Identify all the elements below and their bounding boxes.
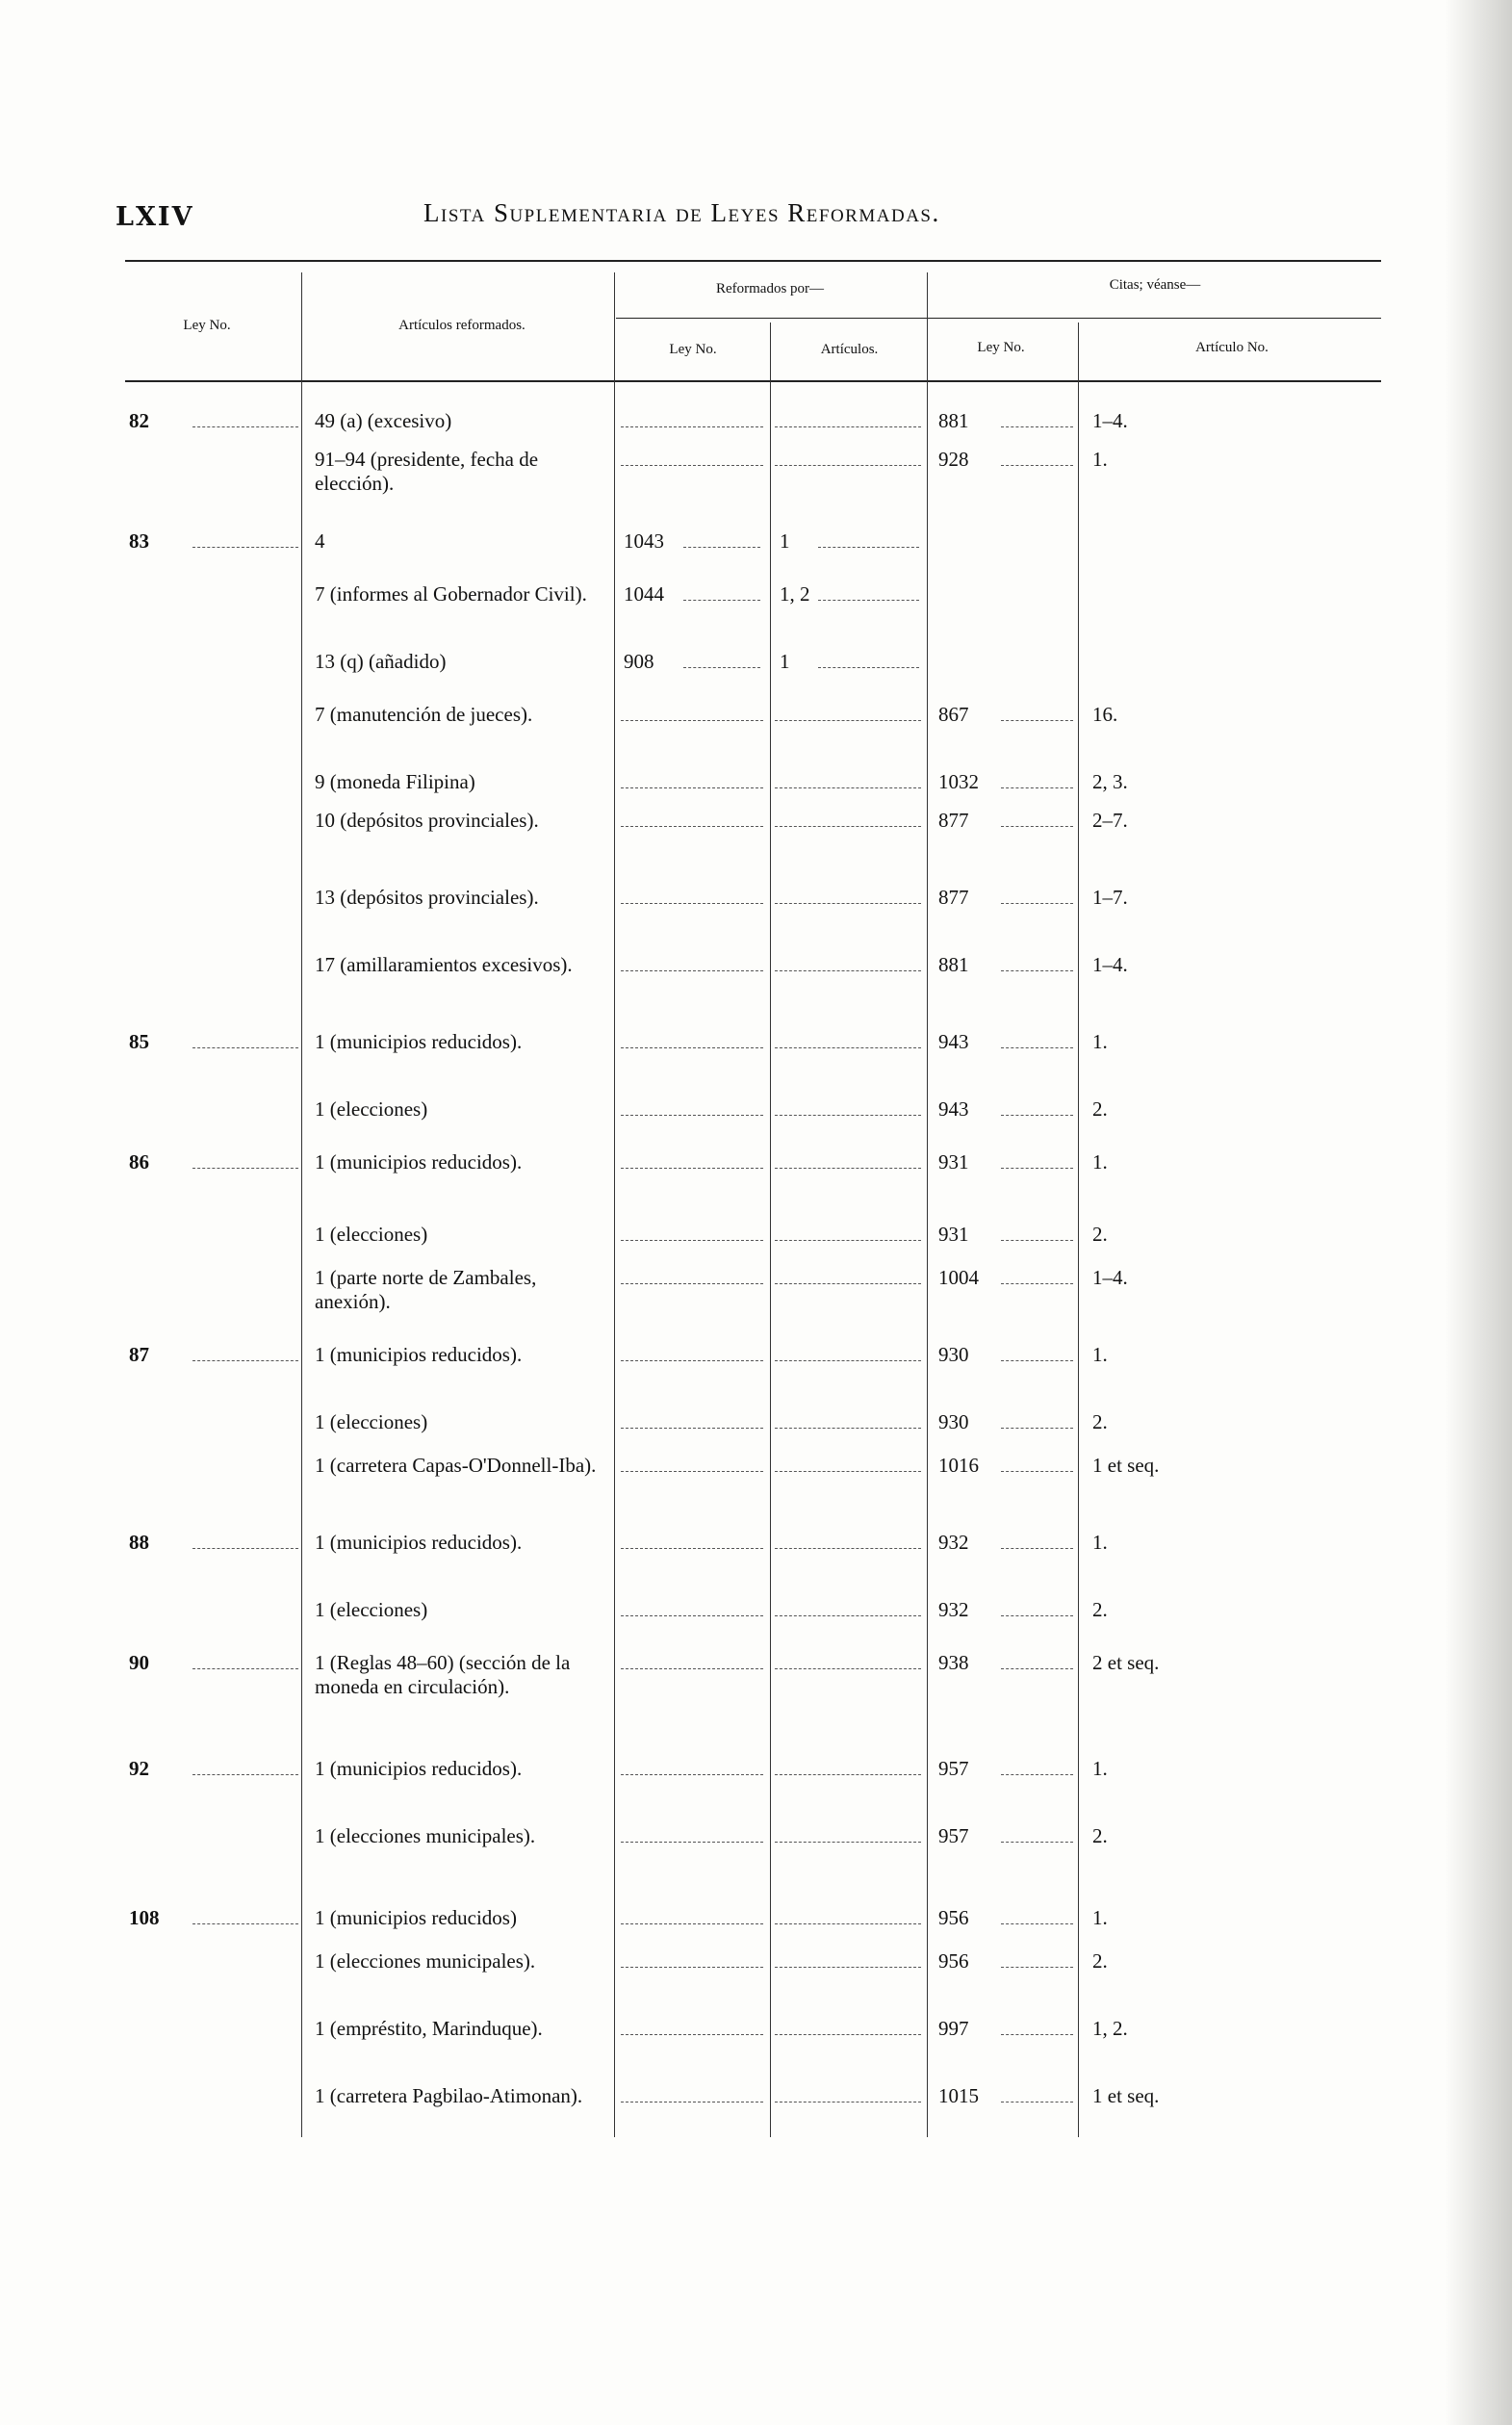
header-reformados-por: Reformados por— <box>715 281 825 297</box>
dotted-leader <box>775 826 921 827</box>
col-divider-3 <box>770 322 771 2137</box>
articulos-reformados-cell: 1 (elecciones) <box>315 1410 428 1433</box>
articulos-reformados-cell: 1 (carretera Pagbilao-Atimonan). <box>315 2084 583 2107</box>
page-edge-shadow <box>1445 0 1512 2425</box>
cita-ley-no-cell: 932 <box>938 1531 969 1554</box>
header-ref-articulos: Artículos. <box>820 342 879 357</box>
cita-articulo-no-cell: 1, 2. <box>1092 2017 1128 2040</box>
cita-articulo-no-cell: 1–4. <box>1092 409 1128 432</box>
cita-ley-no-cell: 1004 <box>938 1266 979 1289</box>
cita-ley-no-cell: 957 <box>938 1757 969 1780</box>
cita-ley-no-cell: 932 <box>938 1598 969 1621</box>
dotted-leader <box>1001 1668 1073 1669</box>
dotted-leader <box>192 1923 298 1924</box>
table-top-rule <box>125 260 1381 262</box>
articulos-reformados-cell: 9 (moneda Filipina) <box>315 770 475 793</box>
subheader-rule <box>616 318 1381 319</box>
articulos-reformados-cell: 1 (carretera Capas-O'Donnell-Iba). <box>315 1454 597 1477</box>
articulos-reformados-cell: 1 (municipios reducidos). <box>315 1531 523 1554</box>
dotted-leader <box>621 1115 763 1116</box>
dotted-leader <box>1001 2102 1073 2103</box>
dotted-leader <box>1001 1923 1073 1924</box>
dotted-leader <box>621 1047 763 1048</box>
articulos-reformados-cell: 1 (elecciones municipales). <box>315 1949 536 1973</box>
dotted-leader <box>683 667 760 668</box>
dotted-leader <box>775 787 921 788</box>
reformado-articulos-cell: 1 <box>780 529 790 553</box>
dotted-leader <box>192 426 298 427</box>
col-divider-1 <box>301 272 302 2137</box>
dotted-leader <box>775 1115 921 1116</box>
ley-no-cell: 86 <box>129 1150 149 1174</box>
dotted-leader <box>621 1428 763 1429</box>
dotted-leader <box>621 465 763 466</box>
dotted-leader <box>621 1471 763 1472</box>
dotted-leader <box>1001 1240 1073 1241</box>
articulos-reformados-cell: 7 (informes al Gobernador Civil). <box>315 582 587 606</box>
dotted-leader <box>621 1967 763 1968</box>
dotted-leader <box>1001 970 1073 971</box>
dotted-leader <box>775 1967 921 1968</box>
dotted-leader <box>818 667 919 668</box>
cita-articulo-no-cell: 1. <box>1092 1531 1108 1554</box>
dotted-leader <box>775 2102 921 2103</box>
dotted-leader <box>683 547 760 548</box>
articulos-reformados-cell: 1 (municipios reducidos). <box>315 1343 523 1366</box>
dotted-leader <box>775 1428 921 1429</box>
dotted-leader <box>775 465 921 466</box>
dotted-leader <box>1001 1115 1073 1116</box>
cita-ley-no-cell: 997 <box>938 2017 969 2040</box>
cita-articulo-no-cell: 1. <box>1092 1343 1108 1366</box>
dotted-leader <box>621 1360 763 1361</box>
articulos-reformados-cell: 1 (municipios reducidos) <box>315 1906 517 1929</box>
dotted-leader <box>192 1168 298 1169</box>
dotted-leader <box>775 426 921 427</box>
dotted-leader <box>1001 1842 1073 1843</box>
dotted-leader <box>1001 903 1073 904</box>
cita-ley-no-cell: 928 <box>938 448 969 471</box>
dotted-leader <box>621 787 763 788</box>
dotted-leader <box>621 1548 763 1549</box>
dotted-leader <box>818 547 919 548</box>
cita-ley-no-cell: 877 <box>938 886 969 909</box>
dotted-leader <box>775 1774 921 1775</box>
dotted-leader <box>1001 1283 1073 1284</box>
articulos-reformados-cell: 1 (elecciones municipales). <box>315 1824 536 1847</box>
reformado-ley-no-cell: 908 <box>624 650 654 673</box>
ley-no-cell: 82 <box>129 409 149 432</box>
header-ref-ley-no: Ley No. <box>669 342 717 357</box>
cita-ley-no-cell: 867 <box>938 703 969 726</box>
dotted-leader <box>775 1615 921 1616</box>
header-cit-articulo-no: Artículo No. <box>1195 340 1269 355</box>
ley-no-cell: 85 <box>129 1030 149 1053</box>
cita-ley-no-cell: 877 <box>938 809 969 832</box>
dotted-leader <box>775 1842 921 1843</box>
reformado-ley-no-cell: 1044 <box>624 582 664 606</box>
articulos-reformados-cell: 4 <box>315 529 325 553</box>
articulos-reformados-cell: 1 (municipios reducidos). <box>315 1150 523 1174</box>
cita-articulo-no-cell: 1–4. <box>1092 953 1128 976</box>
articulos-reformados-cell: 1 (elecciones) <box>315 1223 428 1246</box>
reformado-articulos-cell: 1 <box>780 650 790 673</box>
dotted-leader <box>775 720 921 721</box>
dotted-leader <box>1001 1967 1073 1968</box>
dotted-leader <box>621 903 763 904</box>
dotted-leader <box>1001 1360 1073 1361</box>
cita-articulo-no-cell: 2. <box>1092 1949 1108 1973</box>
cita-articulo-no-cell: 1–7. <box>1092 886 1128 909</box>
dotted-leader <box>775 1668 921 1669</box>
dotted-leader <box>775 903 921 904</box>
page-number: LXIV <box>115 202 194 232</box>
cita-ley-no-cell: 943 <box>938 1030 969 1053</box>
col-divider-2 <box>614 272 615 2137</box>
dotted-leader <box>1001 1428 1073 1429</box>
reformado-articulos-cell: 1, 2 <box>780 582 810 606</box>
dotted-leader <box>621 2102 763 2103</box>
dotted-leader <box>1001 465 1073 466</box>
cita-ley-no-cell: 1015 <box>938 2084 979 2107</box>
dotted-leader <box>1001 787 1073 788</box>
header-cit-ley-no: Ley No. <box>977 340 1025 355</box>
articulos-reformados-cell: 49 (a) (excesivo) <box>315 409 452 432</box>
header-citas: Citas; véanse— <box>1109 277 1201 293</box>
articulos-reformados-cell: 1 (empréstito, Marinduque). <box>315 2017 543 2040</box>
dotted-leader <box>192 1360 298 1361</box>
cita-ley-no-cell: 1016 <box>938 1454 979 1477</box>
dotted-leader <box>192 547 298 548</box>
cita-articulo-no-cell: 2 et seq. <box>1092 1651 1160 1674</box>
articulos-reformados-cell: 10 (depósitos provinciales). <box>315 809 539 832</box>
cita-ley-no-cell: 956 <box>938 1949 969 1973</box>
dotted-leader <box>621 1842 763 1843</box>
articulos-reformados-cell: 91–94 (presidente, fecha de elección). <box>315 448 539 495</box>
cita-articulo-no-cell: 2, 3. <box>1092 770 1128 793</box>
dotted-leader <box>1001 1047 1073 1048</box>
dotted-leader <box>775 1360 921 1361</box>
cita-ley-no-cell: 881 <box>938 409 969 432</box>
dotted-leader <box>621 1240 763 1241</box>
cita-ley-no-cell: 931 <box>938 1223 969 1246</box>
header-bottom-rule <box>125 380 1381 382</box>
cita-articulo-no-cell: 1–4. <box>1092 1266 1128 1289</box>
articulos-reformados-cell: 1 (municipios reducidos). <box>315 1030 523 1053</box>
dotted-leader <box>192 1047 298 1048</box>
col-divider-5 <box>1078 322 1079 2137</box>
cita-ley-no-cell: 956 <box>938 1906 969 1929</box>
cita-articulo-no-cell: 2–7. <box>1092 809 1128 832</box>
dotted-leader <box>775 1240 921 1241</box>
cita-articulo-no-cell: 1 et seq. <box>1092 2084 1160 2107</box>
cita-ley-no-cell: 931 <box>938 1150 969 1174</box>
dotted-leader <box>621 1923 763 1924</box>
dotted-leader <box>1001 826 1073 827</box>
cita-ley-no-cell: 938 <box>938 1651 969 1674</box>
dotted-leader <box>775 1471 921 1472</box>
dotted-leader <box>775 1923 921 1924</box>
reformado-ley-no-cell: 1043 <box>624 529 664 553</box>
dotted-leader <box>621 1774 763 1775</box>
articulos-reformados-cell: 7 (manutención de jueces). <box>315 703 533 726</box>
cita-articulo-no-cell: 2. <box>1092 1824 1108 1847</box>
dotted-leader <box>775 970 921 971</box>
cita-articulo-no-cell: 2. <box>1092 1410 1108 1433</box>
cita-ley-no-cell: 957 <box>938 1824 969 1847</box>
cita-articulo-no-cell: 1 et seq. <box>1092 1454 1160 1477</box>
dotted-leader <box>775 2034 921 2035</box>
dotted-leader <box>775 1168 921 1169</box>
cita-articulo-no-cell: 1. <box>1092 1150 1108 1174</box>
header-articulos-reformados: Artículos reformados. <box>398 318 525 333</box>
articulos-reformados-cell: 17 (amillaramientos excesivos). <box>315 953 573 976</box>
dotted-leader <box>1001 1615 1073 1616</box>
dotted-leader <box>621 970 763 971</box>
articulos-reformados-cell: 1 (elecciones) <box>315 1598 428 1621</box>
dotted-leader <box>1001 1548 1073 1549</box>
dotted-leader <box>621 826 763 827</box>
articulos-reformados-cell: 1 (Reglas 48–60) (sección de la moneda en circulación). <box>315 1651 571 1698</box>
dotted-leader <box>1001 1774 1073 1775</box>
ley-no-cell: 87 <box>129 1343 149 1366</box>
cita-ley-no-cell: 930 <box>938 1410 969 1433</box>
cita-ley-no-cell: 1032 <box>938 770 979 793</box>
dotted-leader <box>818 600 919 601</box>
dotted-leader <box>621 1168 763 1169</box>
dotted-leader <box>621 426 763 427</box>
cita-articulo-no-cell: 1. <box>1092 1757 1108 1780</box>
dotted-leader <box>1001 720 1073 721</box>
articulos-reformados-cell: 1 (elecciones) <box>315 1097 428 1121</box>
articulos-reformados-cell: 13 (depósitos provinciales). <box>315 886 539 909</box>
cita-articulo-no-cell: 1. <box>1092 1030 1108 1053</box>
dotted-leader <box>192 1548 298 1549</box>
col-divider-4 <box>927 272 928 2137</box>
dotted-leader <box>1001 1168 1073 1169</box>
ley-no-cell: 92 <box>129 1757 149 1780</box>
articulos-reformados-cell: 13 (q) (añadido) <box>315 650 447 673</box>
dotted-leader <box>621 2034 763 2035</box>
dotted-leader <box>621 1283 763 1284</box>
cita-ley-no-cell: 881 <box>938 953 969 976</box>
cita-articulo-no-cell: 2. <box>1092 1097 1108 1121</box>
dotted-leader <box>1001 2034 1073 2035</box>
page-title: Lista Suplementaria de Leyes Reformadas. <box>423 198 940 227</box>
dotted-leader <box>683 600 760 601</box>
cita-articulo-no-cell: 1. <box>1092 1906 1108 1929</box>
header-ley-no: Ley No. <box>183 318 231 333</box>
cita-ley-no-cell: 943 <box>938 1097 969 1121</box>
dotted-leader <box>621 1668 763 1669</box>
dotted-leader <box>775 1047 921 1048</box>
ley-no-cell: 90 <box>129 1651 149 1674</box>
cita-articulo-no-cell: 16. <box>1092 703 1118 726</box>
dotted-leader <box>1001 1471 1073 1472</box>
dotted-leader <box>192 1774 298 1775</box>
dotted-leader <box>621 720 763 721</box>
ley-no-cell: 88 <box>129 1531 149 1554</box>
dotted-leader <box>775 1283 921 1284</box>
dotted-leader <box>621 1615 763 1616</box>
cita-articulo-no-cell: 2. <box>1092 1598 1108 1621</box>
dotted-leader <box>775 1548 921 1549</box>
dotted-leader <box>192 1668 298 1669</box>
articulos-reformados-cell: 1 (municipios reducidos). <box>315 1757 523 1780</box>
cita-articulo-no-cell: 2. <box>1092 1223 1108 1246</box>
dotted-leader <box>1001 426 1073 427</box>
ley-no-cell: 83 <box>129 529 149 553</box>
cita-ley-no-cell: 930 <box>938 1343 969 1366</box>
cita-articulo-no-cell: 1. <box>1092 448 1108 471</box>
articulos-reformados-cell: 1 (parte norte de Zambales, anexión). <box>315 1266 537 1313</box>
ley-no-cell: 108 <box>129 1906 160 1929</box>
